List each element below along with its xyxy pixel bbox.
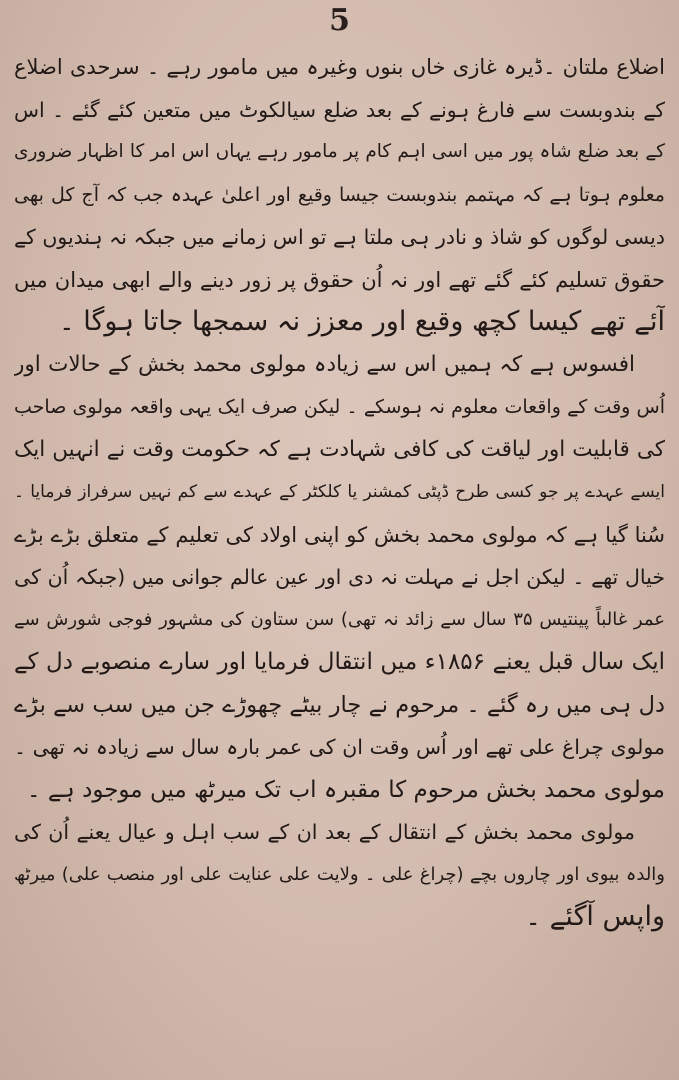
text-line: مولوی محمد بخش مرحوم کا مقبرہ اب تک میرٹھ میں موجود ہے ۔ — [27, 776, 665, 803]
text-line: افسوس ہے کہ ہمیں اس سے زیادہ مولوی محمد بخش کے حالات اور — [14, 351, 635, 377]
text-line: کی قابلیت اور لیاقت کی کافی شہادت ہے کہ حکومت وقت نے انہیں ایک — [14, 436, 665, 462]
text-line: اُس وقت کے واقعات معلوم نہ ہوسکے ۔ لیکن صرف ایک یہی واقعہ مولوی صاحب — [14, 396, 665, 418]
text-line: ایسے عہدے پر جو کسی طرح ڈپٹی کمشنر یا کلکٹر کے عہدے سے کم نہیں سرفراز فرمایا ۔ — [14, 482, 665, 502]
text-line: آئے تھے کیسا کچھ وقیع اور معزز نہ سمجھا جاتا ہوگا ۔ — [58, 306, 665, 337]
text-line: اضلاع ملتان ۔ڈیرہ غازی خاں بنوں وغیرہ میں مامور رہے ۔ سرحدی اضلاع — [14, 55, 665, 79]
body-text — [14, 46, 665, 939]
text-line: کے بعد ضلع شاہ پور میں اسی اہم کام پر مامور رہے یہاں اس امر کا اظہار ضروری — [14, 141, 665, 162]
text-line: دل ہی میں رہ گئے ۔ مرحوم نے چار بیٹے چھوڑے جن میں سب سے بڑے — [14, 691, 665, 718]
text-line: سُنا گیا ہے کہ مولوی محمد بخش کو اپنی اولاد کی تعلیم کے متعلق بڑے بڑے — [14, 522, 665, 547]
text-line: ایک سال قبل یعنے ۱۸۵۶ء میں انتقال فرمایا اور سارے منصوبے دل کے — [14, 649, 665, 675]
text-line: عمر غالباً پینتیس ۳۵ سال سے زائد نہ تھی) سن ستاون کی مشہور فوجی شورش سے — [14, 608, 665, 630]
text-line: خیال تھے ۔ لیکن اجل نے مہلت نہ دی اور عین عالم جوانی میں (جبکہ اُن کی — [14, 565, 665, 589]
text-line: کے بندوبست سے فارغ ہونے کے بعد ضلع سیالکوٹ میں متعین کئے گئے ۔ اس — [14, 97, 665, 122]
text-line: دیسی لوگوں کو شاذ و نادر ہی ملتا ہے تو اس زمانے میں جبکہ نہ ہندیوں کے — [14, 225, 665, 249]
text-line: حقوق تسلیم کئے گئے تھے اور نہ اُن حقوق پر زور دینے والے ابھی میدان میں — [14, 267, 665, 292]
text-line: مولوی محمد بخش کے انتقال کے بعد ان کے سب اہل و عیال یعنے اُن کی — [14, 820, 635, 844]
page-number: 5 — [329, 3, 350, 38]
text-line: والدہ بیوی اور چاروں بچے (چراغ علی ۔ ولایت علی عنایت علی اور منصب علی) میرٹھ — [14, 863, 665, 885]
text-line: مولوی چراغ علی تھے اور اُس وقت ان کی عمر بارہ سال سے زیادہ نہ تھی ۔ — [14, 735, 665, 759]
text-line: معلوم ہوتا ہے کہ مہتمم بندوبست جیسا وقیع اور اعلیٰ عہدہ جب کہ آج کل بھی — [14, 183, 665, 206]
text-line: واپس آگئے ۔ — [525, 901, 665, 932]
